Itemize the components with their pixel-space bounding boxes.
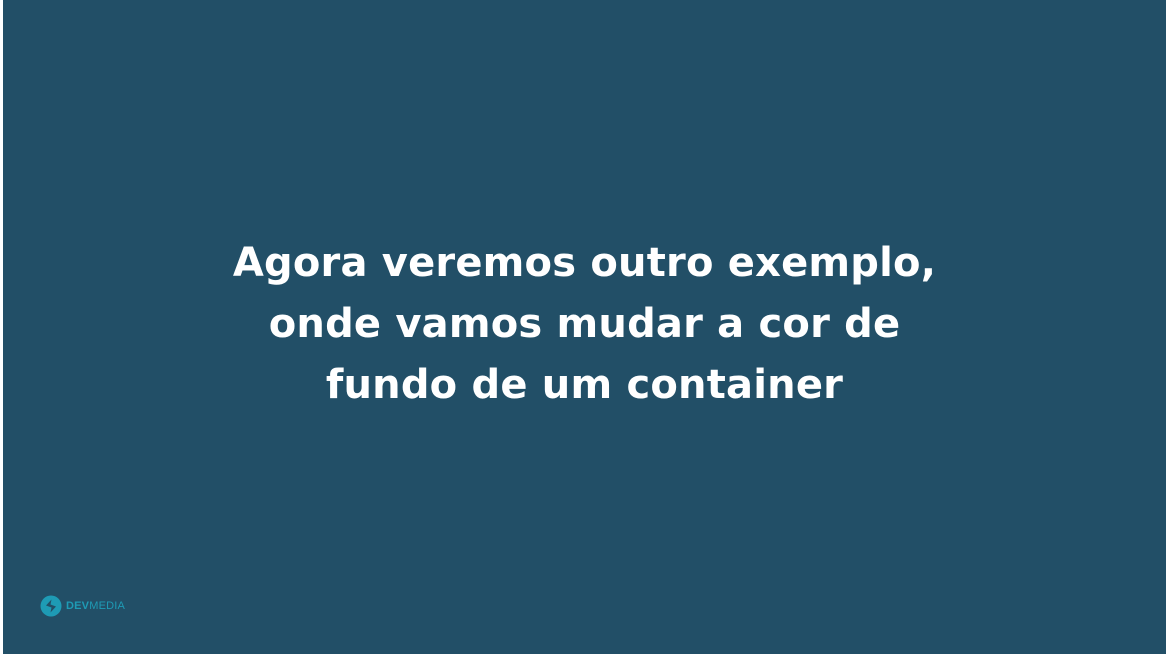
- devmedia-logo: [40, 595, 125, 617]
- slide-headline: [3, 233, 1166, 416]
- headline-line-3: fundo de um container: [325, 362, 844, 408]
- slide: [3, 0, 1166, 654]
- wordmark-media: MEDIA: [89, 600, 126, 612]
- headline-line-1: Agora veremos outro exemplo,: [232, 240, 937, 286]
- headline-line-2: onde vamos mudar a cor de: [268, 301, 901, 347]
- devmedia-logo-icon: [40, 595, 62, 617]
- wordmark-dev: DEV: [66, 600, 90, 612]
- devmedia-wordmark: [66, 600, 125, 612]
